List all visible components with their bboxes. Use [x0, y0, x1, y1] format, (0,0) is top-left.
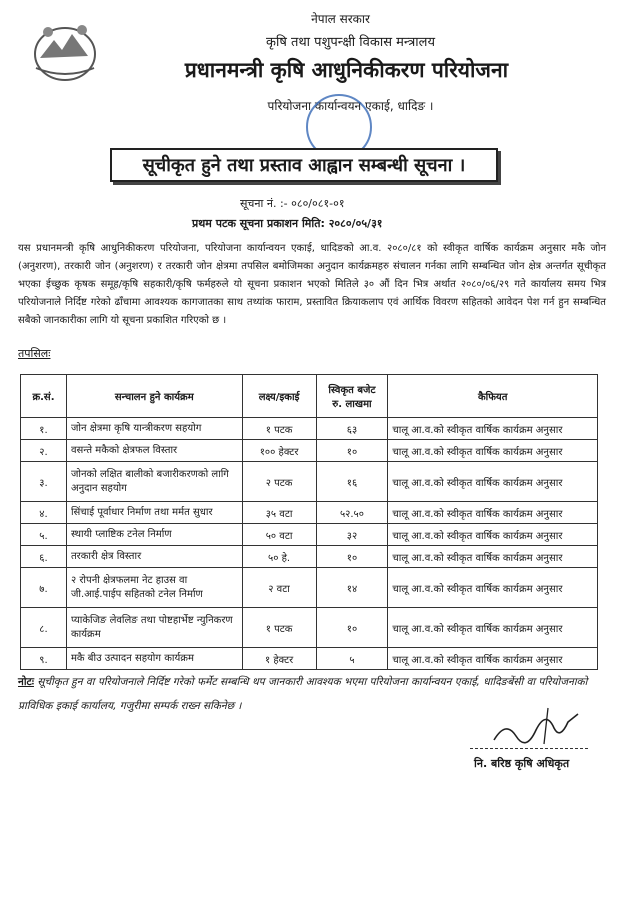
handwritten-signature [488, 700, 588, 752]
cell-target: १०० हेक्टर [242, 440, 316, 462]
cell-program: वसन्ते मकैको क्षेत्रफल विस्तार [66, 440, 242, 462]
cell-target: ३५ वटा [242, 502, 316, 524]
cell-sn: ४. [21, 502, 67, 524]
project-name: प्रधानमन्त्री कृषि आधुनिकीकरण परियोजना [184, 58, 509, 82]
table-row [21, 524, 598, 546]
cell-sn: ३. [21, 462, 67, 502]
ministry-name: कृषि तथा पशुपन्क्षी विकास मन्त्रालय [265, 35, 436, 50]
budget-header-line2: रु. लाखमा [332, 399, 372, 410]
cell-target: १ हेक्टर [242, 648, 316, 670]
cell-program: सिंचाई पूर्वाधार निर्माण तथा मर्मत सुधार [66, 502, 242, 524]
cell-target: २ पटक [242, 462, 316, 502]
notice-body: यस प्रधानमन्त्री कृषि आधुनिकीकरण परियोजना, परियोजना कार्यान्वयन एकाई, धादिङको आ.व. २०८०/८१ को स्वीकृत वार्षिक कार्यक्रम अनुसार मकै जोन (अनुशरण), तरकारी जोन (अनुशरण) र तरकारी जोन क्षेत्रमा तपसिल बमोजिमका अनुदान कार्यक्रमहरु संचालन गर्नका लागि सम्बन्धित जोन क्षेत्र अन्तर्गत सूचीकृत भएका ईच्छुक कृषक समूह/कृषि सहकारी/कृषि फर्महरुले यो सूचना प्रकाशन भएको मितिले ३० औं दिन भित्र अर्थात २०८०/०६/२९ गते कार्यालय समय भित्र परियोजनाले निर्दिष्ट गरेको ढाँचामा आवश्यक कागजातका साथ तथ्यांक फाराम, प्रस्तावित क्रियाकलाप एवं आर्थिक विवरण सहितको आवेदन पेश गर्न हुन सम्बन्धित सबैको जानकारीका लागि यो सूचना प्रकाशित गरिएको छ । [18, 243, 606, 326]
cell-remarks: चालू आ.व.को स्वीकृत वार्षिक कार्यक्रम अनुसार [388, 524, 598, 546]
col-header-target: लक्ष्य/इकाई [242, 375, 316, 418]
cell-target: ५० हे. [242, 546, 316, 568]
cell-program: २ रोपनी क्षेत्रफलमा नेट हाउस वा जी.आई.पाईप सहितको टनेल निर्माण [66, 568, 242, 608]
cell-budget: १६ [316, 462, 388, 502]
col-header-budget [316, 375, 388, 418]
note-label: नोटः [18, 676, 34, 688]
cell-sn: ९. [21, 648, 67, 670]
details-label: तपसिलः [18, 347, 51, 360]
note-text: सूचीकृत हुन वा परियोजनाले निर्दिष्ट गरेको फर्मेट सम्बन्धि थप जानकारी आवश्यक भएमा परियोजना कार्यान्वयन एकाई, धादिङबेंसी वा परियोजनाको प्राविधिक इकाई कार्यालय, गजुरीमा सम्पर्क राख्न सकिनेछ । [18, 676, 588, 712]
cell-target: १ पटक [242, 418, 316, 440]
cell-budget: १० [316, 546, 388, 568]
table-row [21, 568, 598, 608]
cell-program: प्याकेजिङ लेवलिङ तथा पोष्टहार्भेष्ट न्युनिकरण कार्यक्रम [66, 608, 242, 648]
cell-budget: ३२ [316, 524, 388, 546]
budget-header-line1: स्विकृत बजेट [328, 385, 376, 396]
col-header-remarks: कैफियत [388, 375, 598, 418]
table-row [21, 462, 598, 502]
cell-program: जोनको लक्षित बालीको बजारीकरणको लागि अनुदान सहयोग [66, 462, 242, 502]
table-row [21, 440, 598, 462]
cell-program: मकै बीउ उत्पादन सहयोग कार्यक्रम [66, 648, 242, 670]
table-row [21, 502, 598, 524]
cell-remarks: चालू आ.व.को स्वीकृत वार्षिक कार्यक्रम अनुसार [388, 418, 598, 440]
cell-target: २ वटा [242, 568, 316, 608]
cell-budget: १४ [316, 568, 388, 608]
signature-line [470, 748, 588, 749]
cell-remarks: चालू आ.व.को स्वीकृत वार्षिक कार्यक्रम अनुसार [388, 608, 598, 648]
table-row [21, 418, 598, 440]
office-name: परियोजना कार्यान्वयन एकाई, धादिङ । [267, 99, 434, 113]
cell-target: १ पटक [242, 608, 316, 648]
cell-remarks: चालू आ.व.को स्वीकृत वार्षिक कार्यक्रम अनुसार [388, 648, 598, 670]
cell-program: जोन क्षेत्रमा कृषि यान्त्रीकरण सहयोग [66, 418, 242, 440]
cell-budget: ५ [316, 648, 388, 670]
table-row [21, 546, 598, 568]
program-table [20, 374, 598, 670]
notice-title: सूचीकृत हुने तथा प्रस्ताव आह्वान सम्बन्धी सूचना । [110, 148, 498, 182]
cell-sn: २. [21, 440, 67, 462]
notice-reference: सूचना नं. :- ०८०/०८१-०१ [240, 197, 345, 210]
cell-sn: ५. [21, 524, 67, 546]
cell-budget: १० [316, 608, 388, 648]
cell-remarks: चालू आ.व.को स्वीकृत वार्षिक कार्यक्रम अनुसार [388, 462, 598, 502]
signatory-title: नि. बरिष्ठ कृषि अधिकृत [474, 757, 570, 770]
col-header-sn: क्र.सं. [21, 375, 67, 418]
cell-sn: ७. [21, 568, 67, 608]
government-name: नेपाल सरकार [311, 12, 370, 26]
table-header-row [21, 375, 598, 418]
publication-date: प्रथम पटक सूचना प्रकाशन मिति: २०८०/०५/३१ [192, 217, 383, 230]
cell-sn: ८. [21, 608, 67, 648]
cell-sn: १. [21, 418, 67, 440]
cell-program: स्थायी प्लाष्टिक टनेल निर्माण [66, 524, 242, 546]
table-row [21, 648, 598, 670]
cell-budget: ६३ [316, 418, 388, 440]
col-header-program: सन्चालन हुने कार्यक्रम [66, 375, 242, 418]
cell-remarks: चालू आ.व.को स्वीकृत वार्षिक कार्यक्रम अनुसार [388, 502, 598, 524]
cell-remarks: चालू आ.व.को स्वीकृत वार्षिक कार्यक्रम अनुसार [388, 546, 598, 568]
cell-program: तरकारी क्षेत्र विस्तार [66, 546, 242, 568]
cell-sn: ६. [21, 546, 67, 568]
table-row [21, 608, 598, 648]
cell-budget: ५२.५० [316, 502, 388, 524]
cell-remarks: चालू आ.व.को स्वीकृत वार्षिक कार्यक्रम अनुसार [388, 568, 598, 608]
cell-target: ५० वटा [242, 524, 316, 546]
cell-budget: १० [316, 440, 388, 462]
cell-remarks: चालू आ.व.को स्वीकृत वार्षिक कार्यक्रम अनुसार [388, 440, 598, 462]
